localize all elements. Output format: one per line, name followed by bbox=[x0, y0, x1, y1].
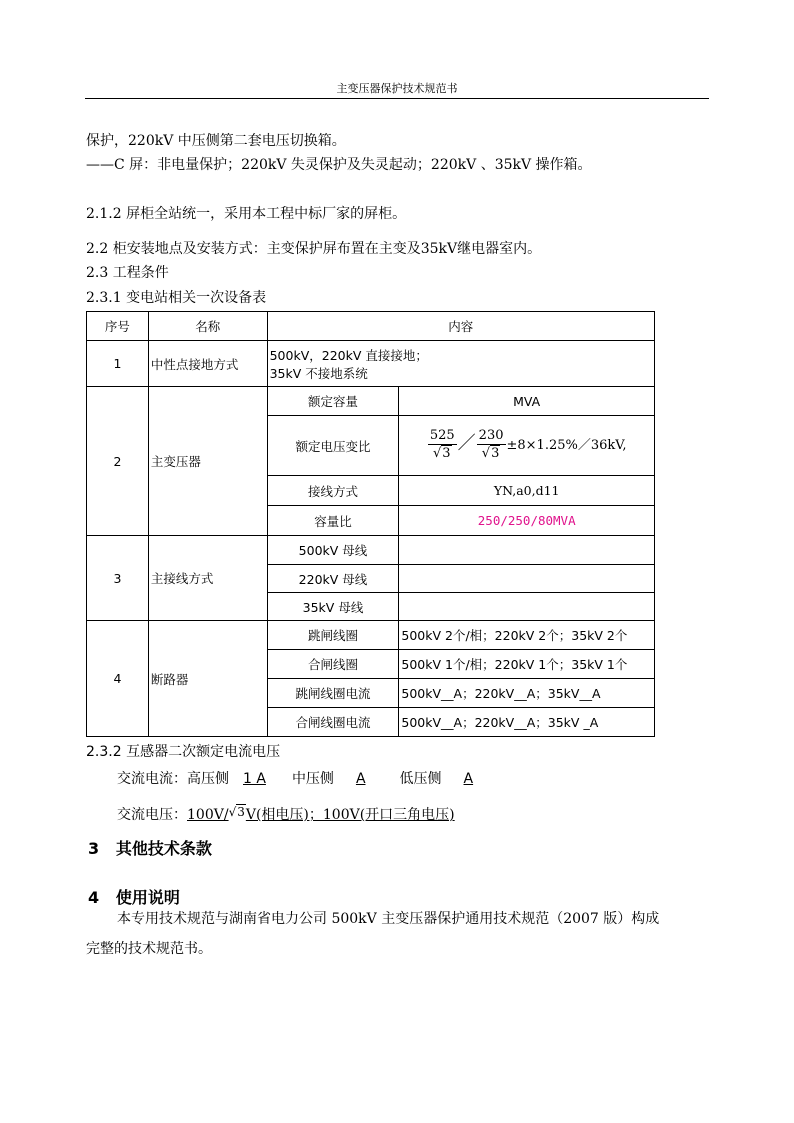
row-name: 主接线方式 bbox=[148, 536, 267, 621]
table-row bbox=[87, 621, 655, 650]
sub-value bbox=[399, 536, 655, 565]
capacity-ratio-value: 250/250/80MVA bbox=[399, 506, 655, 536]
page-header-title: 主变压器保护技术规范书 bbox=[336, 82, 458, 95]
text-line-1: 保护，220kV 中压侧第二套电压切换箱。 bbox=[86, 133, 346, 149]
sqrt-radicand: 3 bbox=[237, 805, 245, 819]
ac-voltage-pre: 100V/ bbox=[187, 807, 229, 823]
section-2-3-1: 2.3.1 变电站相关一次设备表 bbox=[86, 290, 267, 306]
fraction-numerator: 525 bbox=[429, 428, 455, 443]
table-header-row bbox=[87, 312, 655, 341]
section-4-heading: 4 使用说明 bbox=[88, 888, 180, 907]
ac-voltage-post: V(相电压)；100V(开口三角电压) bbox=[245, 807, 455, 823]
sub-label: 额定电压变比 bbox=[267, 416, 399, 476]
ac-voltage-value bbox=[187, 807, 463, 823]
section-2-2: 2.2 柜安装地点及安装方式：主变保护屏布置在主变及35kV继电器室内。 bbox=[86, 241, 542, 257]
content-line: 35kV 不接地系统 bbox=[269, 365, 368, 381]
ac-voltage-line bbox=[117, 804, 463, 824]
sub-value: 500kV__A；220kV__A；35kV__A bbox=[399, 679, 655, 708]
sub-value: YN,a0,d11 bbox=[399, 476, 655, 506]
sub-label: 35kV 母线 bbox=[267, 593, 399, 621]
ratio-tail: ±8×1.25%／36kV, bbox=[506, 438, 627, 453]
row-content bbox=[267, 341, 654, 387]
row-no: 1 bbox=[87, 341, 149, 387]
ac-current-mid-label: 中压侧 bbox=[291, 771, 334, 787]
row-name: 断路器 bbox=[148, 621, 267, 737]
fraction-numerator: 230 bbox=[478, 428, 504, 443]
header-content: 内容 bbox=[267, 312, 654, 341]
row-name: 中性点接地方式 bbox=[148, 341, 267, 387]
table-row bbox=[87, 387, 655, 416]
section-3-heading: 3 其他技术条款 bbox=[88, 839, 212, 858]
header-name: 名称 bbox=[148, 312, 267, 341]
sqrt-symbol: √3 bbox=[228, 805, 245, 819]
sub-label: 500kV 母线 bbox=[267, 536, 399, 565]
content-line: 500kV，220kV 直接接地； bbox=[269, 347, 428, 363]
row-no: 2 bbox=[87, 387, 149, 536]
ac-voltage-label: 交流电压： bbox=[117, 807, 187, 823]
sub-label: 跳闸线圈电流 bbox=[267, 679, 399, 708]
header-no: 序号 bbox=[87, 312, 149, 341]
voltage-ratio-formula: $\frac{525}{√3}$ ／ $\frac{230}{√3}$ ±8×1.25%／36kV, bbox=[399, 416, 655, 476]
ac-current-high-value: 1 A bbox=[243, 771, 266, 787]
sub-label: 合闸线圈 bbox=[267, 650, 399, 679]
ac-current-label: 交流电流：高压侧 bbox=[117, 771, 229, 787]
fraction-denominator: √3 bbox=[432, 446, 451, 461]
section-2-1-2: 2.1.2 屏柜全站统一，采用本工程中标厂家的屏柜。 bbox=[86, 206, 407, 222]
sub-value: MVA bbox=[399, 387, 655, 416]
sub-value: 500kV__A；220kV__A；35kV _A bbox=[399, 708, 655, 737]
ac-current-line bbox=[117, 768, 479, 788]
sub-value bbox=[399, 593, 655, 621]
sub-label: 220kV 母线 bbox=[267, 565, 399, 593]
sqrt-radicand: 3 bbox=[491, 446, 500, 461]
section-2-3-2: 2.3.2 互感器二次额定电流电压 bbox=[86, 744, 281, 760]
sub-value bbox=[399, 565, 655, 593]
sub-label: 容量比 bbox=[267, 506, 399, 536]
equipment-table bbox=[86, 311, 655, 737]
sub-value: 500kV 2个/相；220kV 2个；35kV 2个 bbox=[399, 621, 655, 650]
row-name: 主变压器 bbox=[148, 387, 267, 536]
table-row bbox=[87, 536, 655, 565]
sub-value: 500kV 1个/相；220kV 1个；35kV 1个 bbox=[399, 650, 655, 679]
fraction bbox=[477, 428, 506, 463]
ac-current-low-label: 低压侧 bbox=[399, 771, 442, 787]
sqrt-radicand: 3 bbox=[442, 446, 451, 461]
sub-label: 额定容量 bbox=[267, 387, 399, 416]
sub-label: 合闸线圈电流 bbox=[267, 708, 399, 737]
row-no: 4 bbox=[87, 621, 149, 737]
fraction-denominator: √3 bbox=[481, 446, 500, 461]
row-no: 3 bbox=[87, 536, 149, 621]
section-4-paragraph-line-1: 本专用技术规范与湖南省电力公司 500kV 主变压器保护通用技术规范（2007 版）构成 bbox=[117, 911, 660, 927]
table-row bbox=[87, 341, 655, 387]
text-line-2: ——C 屏：非电量保护；220kV 失灵保护及失灵起动；220kV 、35kV 操作箱。 bbox=[86, 157, 592, 173]
section-2-3: 2.3 工程条件 bbox=[86, 265, 169, 281]
fraction bbox=[428, 428, 457, 463]
section-4-paragraph-line-2: 完整的技术规范书。 bbox=[86, 941, 212, 957]
ac-current-low-value: A bbox=[463, 771, 474, 787]
sub-label: 接线方式 bbox=[267, 476, 399, 506]
sub-label: 跳闸线圈 bbox=[267, 621, 399, 650]
ac-current-mid-value: A bbox=[355, 771, 366, 787]
header-rule bbox=[85, 98, 709, 99]
